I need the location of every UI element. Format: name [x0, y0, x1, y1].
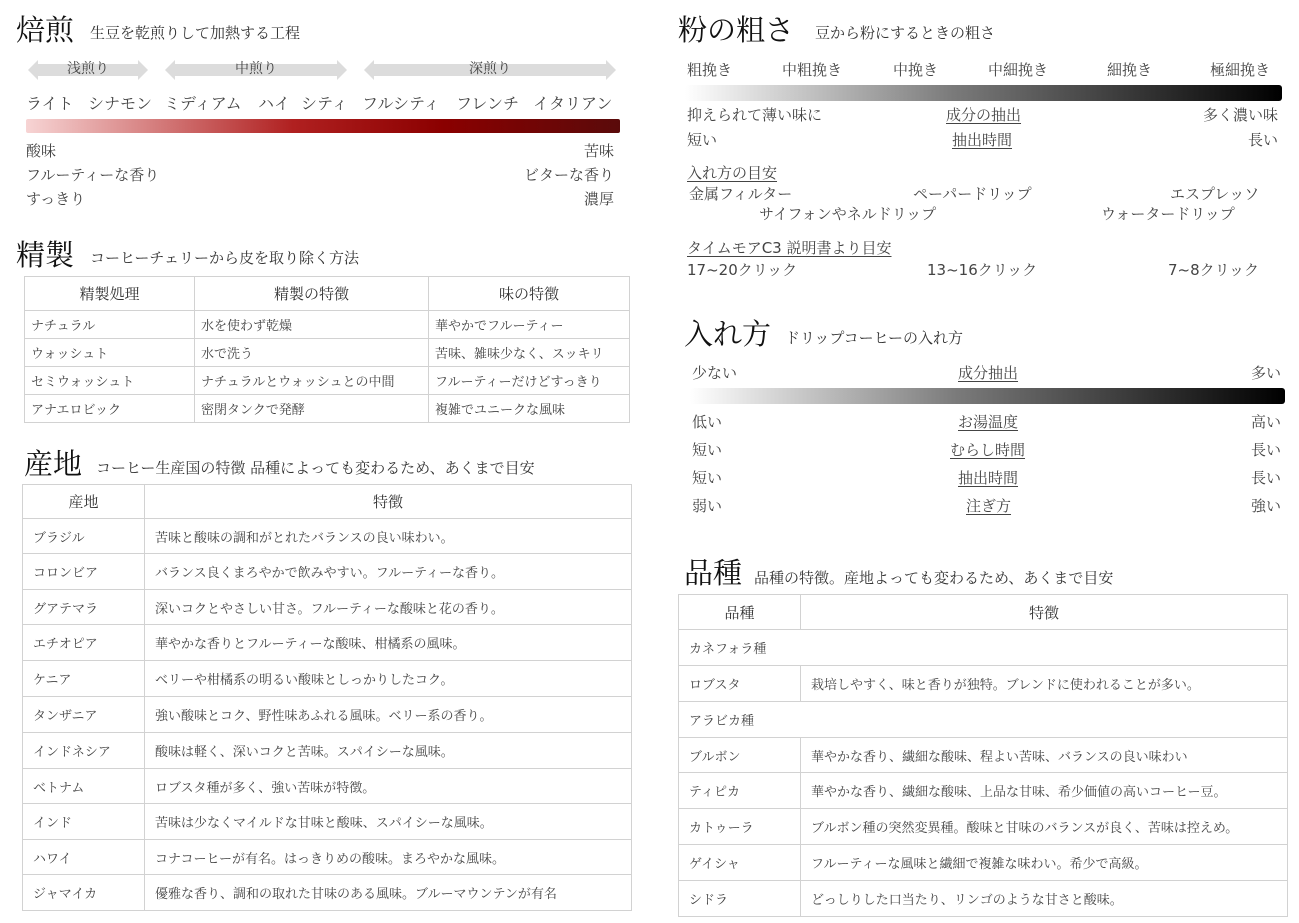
brew-temp-label: お湯温度 — [958, 413, 1019, 431]
variety-cell: 華やかな香り、繊細な酸味、程よい苦味、バランスの良い味わい — [801, 738, 1288, 773]
table-row — [679, 773, 1288, 809]
guide-espresso: エスプレッソ — [1170, 185, 1260, 203]
roast-level-high: ハイ — [258, 94, 291, 113]
origin-cell: 強い酸味とコク、野性味あふれる風味。ベリー系の香り。 — [145, 697, 632, 733]
refine-cell: ナチュラルとウォッシュとの中間 — [195, 367, 429, 395]
origin-cell: タンザニア — [23, 697, 145, 733]
origin-cell: ロブスタ種が多く、強い苦味が特徴。 — [145, 769, 632, 804]
arrow-dark-roast — [374, 61, 606, 77]
origin-cell: ベトナム — [23, 769, 145, 804]
variety-cell: フルーティーな風味と繊細で複雑な味わい。希少で高級。 — [801, 845, 1288, 881]
table-row — [25, 339, 630, 367]
origin-cell: 苦味は少なくマイルドな甘味と酸味、スパイシーな風味。 — [145, 804, 632, 840]
table-row — [23, 554, 632, 590]
guide-metal-filter: 金属フィルター — [689, 185, 793, 203]
grind-short-label: 短い — [687, 131, 718, 149]
refine-title: 精製 — [16, 238, 75, 272]
roast-title: 焙煎 — [16, 13, 75, 47]
grind-level-extra-fine: 極細挽き — [1210, 61, 1271, 79]
variety-cell: ブルボン種の突然変異種。酸味と甘味のバランスが良く、苦味は控えめ。 — [801, 809, 1288, 845]
origin-cell: インド — [23, 804, 145, 840]
roast-level-city: シティ — [301, 94, 348, 113]
variety-cell: シドラ — [679, 881, 801, 917]
roast-level-french: フレンチ — [456, 94, 519, 113]
variety-table — [678, 594, 1288, 917]
origin-cell: コロンビア — [23, 554, 145, 590]
origin-title: 産地 — [24, 447, 83, 481]
roast-left-acidity: 酸味 — [26, 142, 57, 160]
origin-cell: グアテマラ — [23, 590, 145, 625]
grind-level-medium: 中挽き — [893, 61, 939, 79]
refine-cell: 水を使わず乾燥 — [195, 311, 429, 339]
roast-level-light: ライト — [26, 94, 74, 113]
variety-cell: ティピカ — [679, 773, 801, 809]
roast-right-bitter: 苦味 — [583, 142, 614, 160]
origin-cell: 苦味と酸味の調和がとれたバランスの良い味わい。 — [145, 519, 632, 554]
origin-cell: 優雅な香り、調和の取れた甘味のある風味。ブルーマウンテンが有名 — [145, 875, 632, 911]
origin-cell: ケニア — [23, 661, 145, 697]
timemore-clicks-coarse: 17~20クリック — [687, 261, 798, 279]
table-row — [23, 875, 632, 911]
origin-cell: ハワイ — [23, 840, 145, 875]
roast-level-italian: イタリアン — [533, 94, 613, 113]
origin-cell: 酸味は軽く、深いコクと苦味。スパイシーな風味。 — [145, 733, 632, 769]
table-row — [679, 738, 1288, 773]
origin-cell: コナコーヒーが有名。はっきりめの酸味。まろやかな風味。 — [145, 840, 632, 875]
grind-gradient-bar — [685, 85, 1282, 101]
grind-thin-label: 抑えられて薄い味に — [687, 106, 823, 124]
variety-cell: 栽培しやすく、味と香りが独特。ブレンドに使われることが多い。 — [801, 666, 1288, 702]
table-row — [23, 804, 632, 840]
brew-pour-weak: 弱い — [692, 497, 723, 515]
brew-more-label: 多い — [1250, 364, 1281, 382]
variety-cell: 華やかな香り、繊細な酸味、上品な甘味、希少価値の高いコーヒー豆。 — [801, 773, 1288, 809]
brew-time-long: 長い — [1250, 469, 1281, 487]
arrow-label-light: 浅煎り — [67, 61, 109, 77]
refine-cell: 水で洗う — [195, 339, 429, 367]
roast-subtitle: 生豆を乾煎りして加熱する工程 — [90, 24, 301, 42]
refine-cell: 華やかでフルーティー — [429, 311, 630, 339]
grind-time-label: 抽出時間 — [952, 131, 1013, 149]
brew-time-short: 短い — [692, 469, 723, 487]
grind-level-fine: 細挽き — [1107, 61, 1153, 79]
guide-siphon: サイフォンやネルドリップ — [759, 205, 937, 223]
variety-group-row — [679, 702, 1288, 738]
guide-water-drip: ウォータードリップ — [1101, 205, 1235, 223]
variety-header-row — [679, 595, 1288, 630]
table-row — [679, 666, 1288, 702]
table-row — [25, 395, 630, 423]
origin-table — [22, 484, 632, 911]
origin-cell: ベリーや柑橘系の明るい酸味としっかりしたコク。 — [145, 661, 632, 697]
timemore-clicks-medium: 13~16クリック — [927, 261, 1038, 279]
guide-paper-drip: ペーパードリップ — [913, 185, 1032, 203]
origin-subtitle: コーヒー生産国の特徴 品種によっても変わるため、あくまで目安 — [96, 459, 535, 477]
roast-right-bitter-aroma: ビターな香り — [523, 166, 614, 184]
variety-header: 特徴 — [801, 595, 1288, 630]
grind-extraction-label: 成分の抽出 — [946, 106, 1022, 124]
variety-subtitle: 品種の特徴。産地よっても変わるため、あくまで目安 — [754, 569, 1114, 587]
brew-less-label: 少ない — [692, 364, 738, 382]
origin-header: 産地 — [23, 485, 145, 519]
origin-cell: ジャマイカ — [23, 875, 145, 911]
origin-header: 特徴 — [145, 485, 632, 519]
grind-level-medium-fine: 中細挽き — [988, 61, 1049, 79]
table-row — [25, 367, 630, 395]
refine-cell: セミウォッシュト — [25, 367, 195, 395]
table-row — [679, 881, 1288, 917]
variety-cell: カトゥーラ — [679, 809, 801, 845]
table-row — [23, 769, 632, 804]
arrow-medium-roast — [175, 61, 337, 77]
refine-header: 味の特徴 — [429, 277, 630, 311]
refine-cell: 密閉タンクで発酵 — [195, 395, 429, 423]
brew-subtitle: ドリップコーヒーの入れ方 — [785, 329, 964, 347]
refine-cell: 複雑でユニークな風味 — [429, 395, 630, 423]
brew-bloom-label: むらし時間 — [950, 441, 1026, 459]
origin-cell: インドネシア — [23, 733, 145, 769]
origin-cell: 深いコクとやさしい甘さ。フルーティーな酸味と花の香り。 — [145, 590, 632, 625]
refine-table — [24, 276, 630, 423]
brew-pour-strong: 強い — [1250, 497, 1281, 515]
variety-title: 品種 — [684, 556, 743, 590]
roast-level-fullcity: フルシティ — [362, 94, 440, 113]
table-row — [23, 590, 632, 625]
origin-cell: 華やかな香りとフルーティーな酸味、柑橘系の風味。 — [145, 625, 632, 661]
roast-level-cinnamon: シナモン — [88, 94, 153, 113]
grind-level-coarse: 粗挽き — [687, 61, 733, 79]
variety-cell: ゲイシャ — [679, 845, 801, 881]
variety-cell: ブルボン — [679, 738, 801, 773]
variety-cell: ロブスタ — [679, 666, 801, 702]
origin-header-row — [23, 485, 632, 519]
refine-header-row — [25, 277, 630, 311]
guide-title: 入れ方の目安 — [687, 164, 778, 182]
variety-cell: どっしりした口当たり、リンゴのような甘さと酸味。 — [801, 881, 1288, 917]
variety-group-arabica: アラビカ種 — [679, 702, 1288, 738]
table-row — [679, 809, 1288, 845]
table-row — [23, 697, 632, 733]
brew-time-label: 抽出時間 — [958, 469, 1019, 487]
variety-group-canephora: カネフォラ種 — [679, 630, 1288, 666]
refine-cell: フルーティーだけどすっきり — [429, 367, 630, 395]
brew-gradient-bar — [690, 388, 1285, 404]
brew-bloom-long: 長い — [1250, 441, 1281, 459]
grind-subtitle: 豆から粉にするときの粗さ — [815, 24, 996, 42]
arrow-label-dark: 深煎り — [469, 61, 511, 77]
grind-rich-label: 多く濃い味 — [1202, 106, 1278, 124]
table-row — [23, 625, 632, 661]
grind-level-medium-coarse: 中粗挽き — [782, 61, 843, 79]
origin-cell: エチオピア — [23, 625, 145, 661]
timemore-title: タイムモアC3 説明書より目安 — [687, 239, 892, 257]
grind-title: 粉の粗さ — [678, 13, 795, 47]
table-row — [23, 661, 632, 697]
variety-group-row — [679, 630, 1288, 666]
table-row — [23, 733, 632, 769]
origin-cell: バランス良くまろやかで飲みやすい。フルーティーな香り。 — [145, 554, 632, 590]
timemore-clicks-fine: 7~8クリック — [1168, 261, 1260, 279]
brew-pour-label: 注ぎ方 — [966, 497, 1012, 515]
arrow-light-roast — [38, 61, 138, 77]
refine-header: 精製の特徴 — [195, 277, 429, 311]
origin-cell: ブラジル — [23, 519, 145, 554]
refine-cell: ウォッシュト — [25, 339, 195, 367]
refine-subtitle: コーヒーチェリーから皮を取り除く方法 — [90, 249, 359, 267]
table-row — [23, 519, 632, 554]
refine-header: 精製処理 — [25, 277, 195, 311]
roast-left-clean: すっきり — [26, 190, 86, 208]
refine-cell: アナエロビック — [25, 395, 195, 423]
table-row — [23, 840, 632, 875]
roast-level-medium: ミディアム — [164, 94, 242, 113]
table-row — [25, 311, 630, 339]
brew-temp-low: 低い — [692, 413, 723, 431]
roast-gradient-bar — [26, 119, 620, 133]
brew-extraction-label: 成分抽出 — [958, 364, 1019, 382]
table-row — [679, 845, 1288, 881]
roast-left-fruity: フルーティーな香り — [26, 166, 160, 184]
refine-cell: 苦味、雑味少なく、スッキリ — [429, 339, 630, 367]
grind-long-label: 長い — [1247, 131, 1278, 149]
arrow-label-medium: 中煎り — [235, 61, 277, 77]
brew-title: 入れ方 — [684, 317, 772, 351]
variety-header: 品種 — [679, 595, 801, 630]
brew-bloom-short: 短い — [692, 441, 723, 459]
refine-cell: ナチュラル — [25, 311, 195, 339]
brew-temp-high: 高い — [1250, 413, 1281, 431]
roast-right-rich: 濃厚 — [583, 190, 614, 208]
